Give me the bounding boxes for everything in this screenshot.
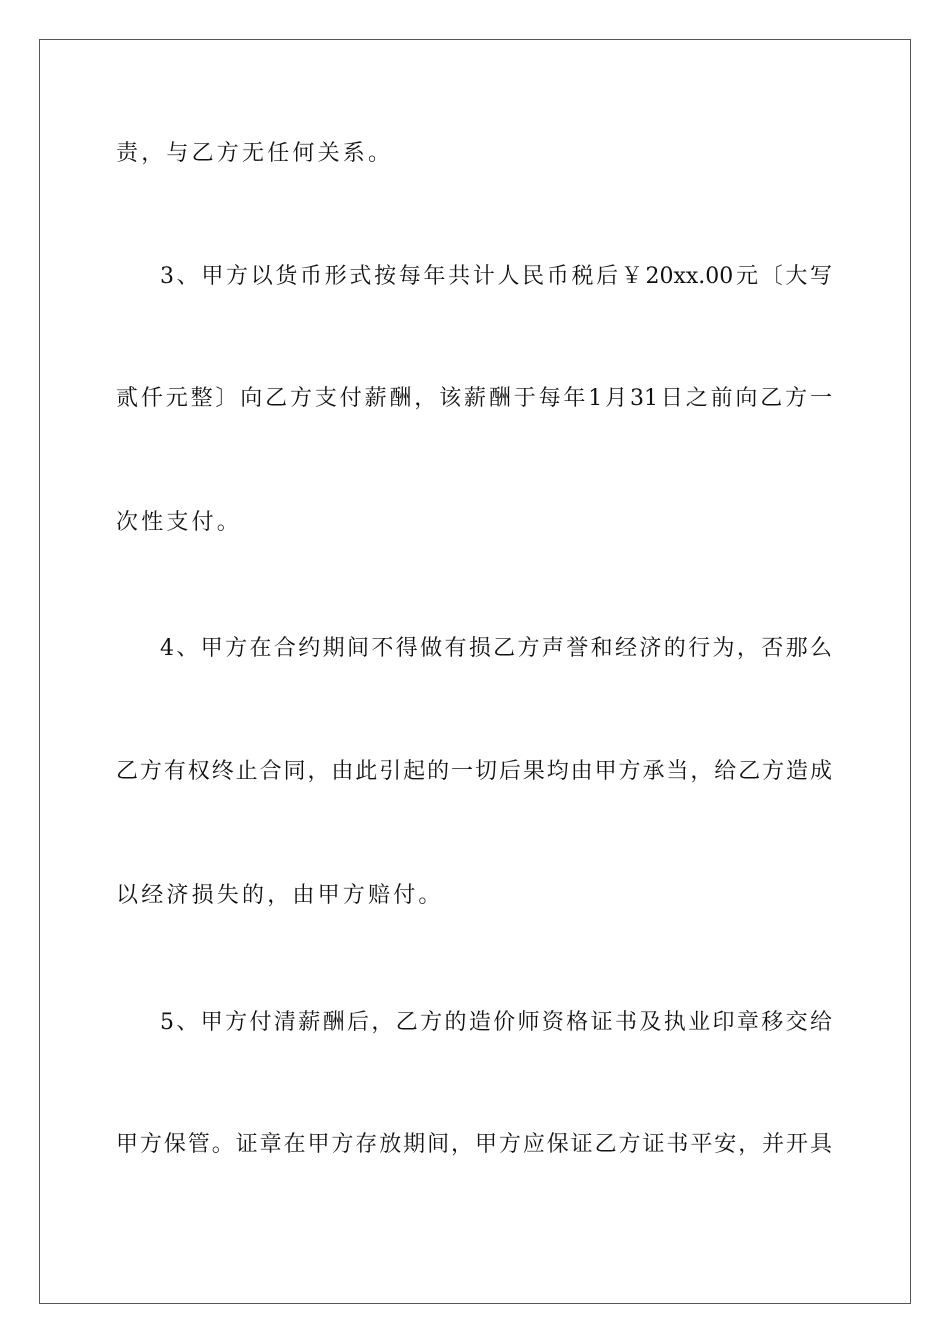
page-border [39, 39, 911, 1304]
clause-3-line-2: 贰仟元整〕向乙方支付薪酬，该薪酬于每年1月31日之前向乙方一 [116, 386, 832, 411]
clause-3-line-1: 3、甲方以货币形式按每年共计人民币税后￥20xx.00元〔大写 [160, 264, 832, 289]
paragraph-line: 责，与乙方无任何关系。 [116, 141, 394, 166]
clause-4-line-2: 乙方有权终止合同，由此引起的一切后果均由甲方承当，给乙方造成 [116, 759, 832, 784]
clause-5-line-2: 甲方保管。证章在甲方存放期间，甲方应保证乙方证书平安，并开具 [116, 1132, 832, 1157]
clause-5-line-1: 5、甲方付清薪酬后，乙方的造价师资格证书及执业印章移交给 [160, 1010, 832, 1035]
clause-4-line-1: 4、甲方在合约期间不得做有损乙方声誉和经济的行为，否那么 [160, 636, 832, 661]
clause-3-line-3: 次性支付。 [116, 510, 243, 535]
clause-4-line-3: 以经济损失的，由甲方赔付。 [116, 883, 444, 908]
